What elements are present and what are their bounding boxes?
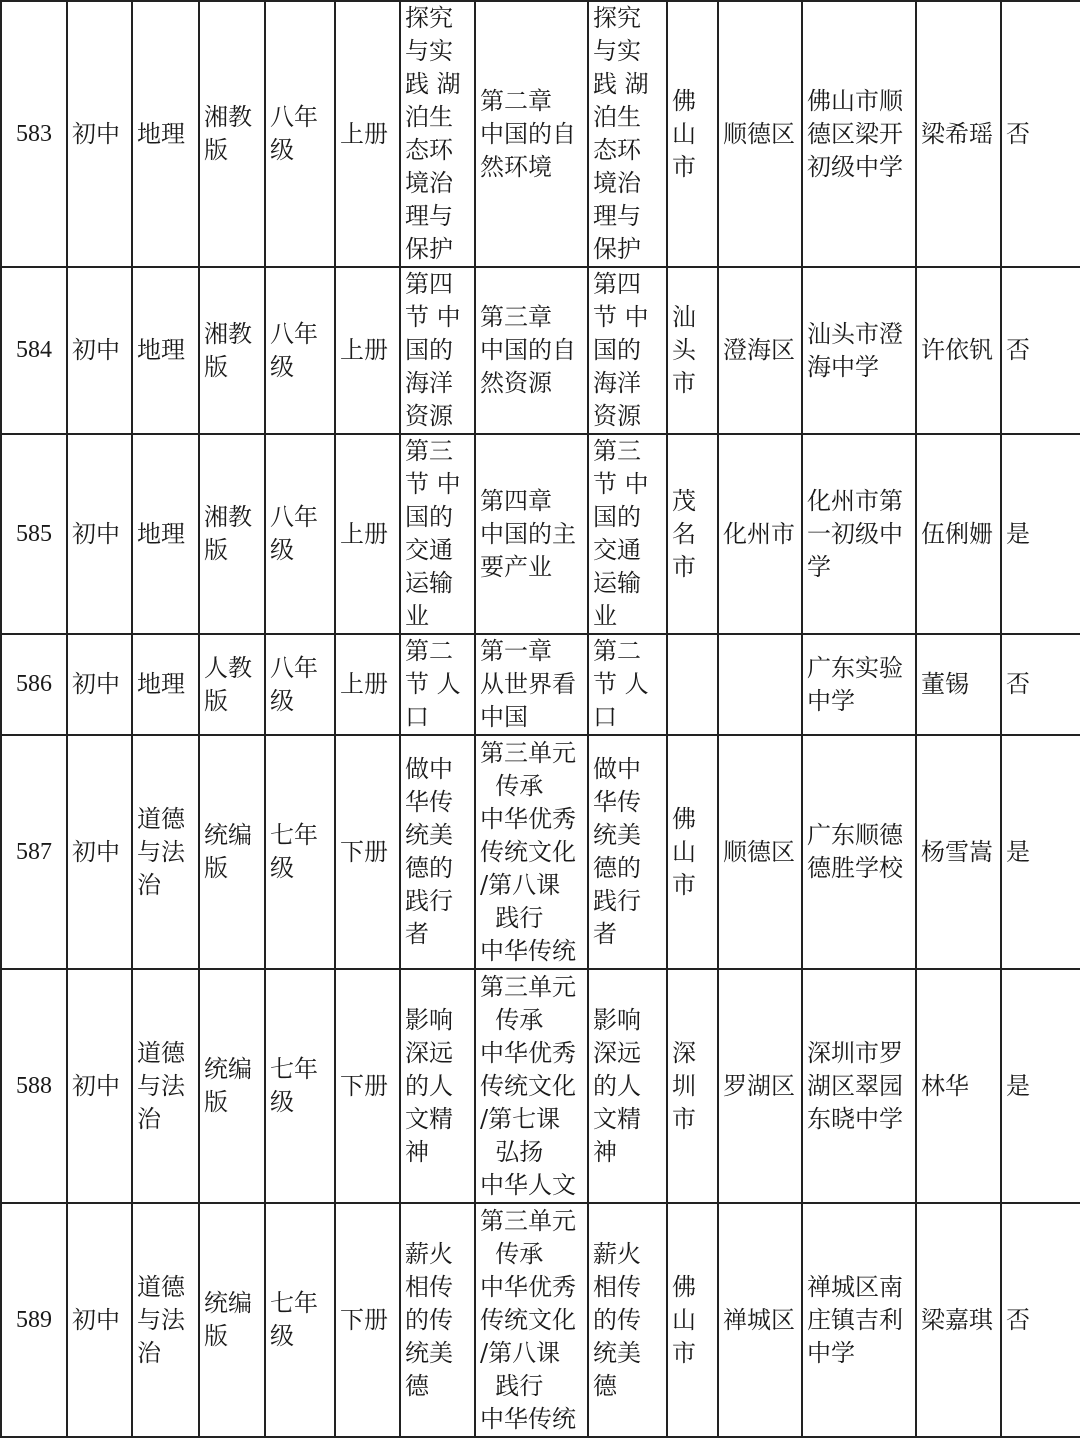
cell-title: 第四节 中国的海洋资源 — [400, 267, 475, 434]
cell-flag: 是 — [1001, 969, 1080, 1203]
cell-lesson: 第二节 人口 — [588, 634, 667, 735]
cell-number: 583 — [1, 1, 67, 267]
cell-unit: 第三单元 传承 中华优秀 传统文化 /第八课 践行 中华传统 — [475, 735, 588, 969]
cell-level: 初中 — [67, 634, 132, 735]
cell-level: 初中 — [67, 735, 132, 969]
cell-teacher: 董锡 — [916, 634, 1001, 735]
cell-title: 第三节 中国的交通运输业 — [400, 434, 475, 634]
cell-number: 586 — [1, 634, 67, 735]
cell-lesson: 做中华传统美德的践行者 — [588, 735, 667, 969]
table-row — [1, 1203, 1080, 1437]
cell-city: 佛山市 — [667, 1, 718, 267]
cell-title: 做中华传统美德的践行者 — [400, 735, 475, 969]
cell-grade: 八年级 — [265, 434, 335, 634]
cell-level: 初中 — [67, 1203, 132, 1437]
cell-subject: 道德与法治 — [132, 735, 199, 969]
table-body — [1, 1, 1080, 1437]
cell-unit: 第二章 中国的自然环境 — [475, 1, 588, 267]
cell-number: 589 — [1, 1203, 67, 1437]
cell-city — [667, 634, 718, 735]
table-row — [1, 267, 1080, 434]
cell-flag: 否 — [1001, 1203, 1080, 1437]
cell-subject: 地理 — [132, 1, 199, 267]
cell-subject: 地理 — [132, 634, 199, 735]
cell-school: 汕头市澄海中学 — [802, 267, 916, 434]
cell-unit: 第三章 中国的自然资源 — [475, 267, 588, 434]
cell-school: 深圳市罗湖区翠园东晓中学 — [802, 969, 916, 1203]
table-row — [1, 969, 1080, 1203]
cell-school: 广东实验中学 — [802, 634, 916, 735]
cell-grade: 七年级 — [265, 969, 335, 1203]
cell-grade: 八年级 — [265, 634, 335, 735]
cell-district — [718, 634, 802, 735]
cell-volume: 下册 — [335, 969, 400, 1203]
cell-unit: 第三单元 传承 中华优秀 传统文化 /第七课 弘扬 中华人文 — [475, 969, 588, 1203]
cell-edition: 湘教版 — [199, 1, 265, 267]
cell-city: 佛山市 — [667, 735, 718, 969]
cell-city: 汕头市 — [667, 267, 718, 434]
cell-subject: 道德与法治 — [132, 969, 199, 1203]
cell-grade: 八年级 — [265, 1, 335, 267]
cell-edition: 统编版 — [199, 735, 265, 969]
cell-flag: 否 — [1001, 267, 1080, 434]
cell-level: 初中 — [67, 969, 132, 1203]
table-row — [1, 735, 1080, 969]
cell-grade: 八年级 — [265, 267, 335, 434]
cell-teacher: 梁希瑶 — [916, 1, 1001, 267]
cell-school: 广东顺德德胜学校 — [802, 735, 916, 969]
cell-level: 初中 — [67, 434, 132, 634]
cell-title: 影响深远的人文精神 — [400, 969, 475, 1203]
cell-grade: 七年级 — [265, 735, 335, 969]
cell-teacher: 许依钒 — [916, 267, 1001, 434]
cell-number: 588 — [1, 969, 67, 1203]
cell-lesson: 第四节 中国的海洋资源 — [588, 267, 667, 434]
cell-volume: 上册 — [335, 634, 400, 735]
cell-title: 薪火相传的传统美德 — [400, 1203, 475, 1437]
cell-subject: 地理 — [132, 434, 199, 634]
cell-school: 禅城区南庄镇吉利中学 — [802, 1203, 916, 1437]
cell-district: 罗湖区 — [718, 969, 802, 1203]
cell-edition: 人教版 — [199, 634, 265, 735]
cell-volume: 上册 — [335, 267, 400, 434]
cell-unit: 第三单元 传承 中华优秀 传统文化 /第八课 践行 中华传统 — [475, 1203, 588, 1437]
cell-lesson: 影响深远的人文精神 — [588, 969, 667, 1203]
cell-level: 初中 — [67, 1, 132, 267]
cell-subject: 地理 — [132, 267, 199, 434]
table-row — [1, 634, 1080, 735]
cell-grade: 七年级 — [265, 1203, 335, 1437]
cell-volume: 下册 — [335, 1203, 400, 1437]
cell-city: 茂名市 — [667, 434, 718, 634]
cell-number: 585 — [1, 434, 67, 634]
cell-teacher: 梁嘉琪 — [916, 1203, 1001, 1437]
cell-teacher: 伍俐姗 — [916, 434, 1001, 634]
cell-flag: 否 — [1001, 634, 1080, 735]
cell-lesson: 第三节 中国的交通运输业 — [588, 434, 667, 634]
cell-volume: 上册 — [335, 1, 400, 267]
cell-city: 深圳市 — [667, 969, 718, 1203]
cell-lesson: 薪火相传的传统美德 — [588, 1203, 667, 1437]
cell-unit: 第一章 从世界看中国 — [475, 634, 588, 735]
cell-volume: 下册 — [335, 735, 400, 969]
cell-city: 佛山市 — [667, 1203, 718, 1437]
cell-edition: 湘教版 — [199, 434, 265, 634]
cell-flag: 否 — [1001, 1, 1080, 267]
cell-district: 化州市 — [718, 434, 802, 634]
cell-level: 初中 — [67, 267, 132, 434]
table-row — [1, 434, 1080, 634]
cell-flag: 是 — [1001, 434, 1080, 634]
cell-lesson: 探究与实践 湖泊生态环境治理与保护 — [588, 1, 667, 267]
cell-edition: 统编版 — [199, 969, 265, 1203]
cell-district: 澄海区 — [718, 267, 802, 434]
cell-district: 顺德区 — [718, 735, 802, 969]
cell-volume: 上册 — [335, 434, 400, 634]
cell-title: 第二节 人口 — [400, 634, 475, 735]
cell-school: 佛山市顺德区梁开初级中学 — [802, 1, 916, 267]
cell-unit: 第四章 中国的主要产业 — [475, 434, 588, 634]
cell-district: 禅城区 — [718, 1203, 802, 1437]
cell-number: 587 — [1, 735, 67, 969]
cell-district: 顺德区 — [718, 1, 802, 267]
cell-edition: 统编版 — [199, 1203, 265, 1437]
table-row — [1, 1, 1080, 267]
cell-teacher: 林华 — [916, 969, 1001, 1203]
cell-teacher: 杨雪嵩 — [916, 735, 1001, 969]
cell-flag: 是 — [1001, 735, 1080, 969]
cell-school: 化州市第一初级中学 — [802, 434, 916, 634]
cell-subject: 道德与法治 — [132, 1203, 199, 1437]
cell-number: 584 — [1, 267, 67, 434]
cell-edition: 湘教版 — [199, 267, 265, 434]
cell-title: 探究与实践 湖泊生态环境治理与保护 — [400, 1, 475, 267]
